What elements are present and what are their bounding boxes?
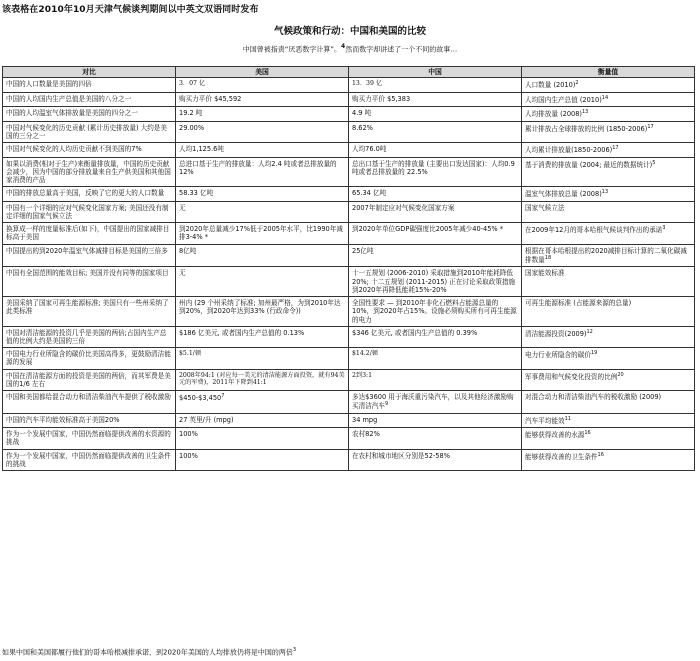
compare-cell-text: 中国对清洁能源的投资几乎是美国的两倍;占国内生产总值的比例大约是美国的三倍	[6, 328, 167, 345]
metric-cell-text: 根据在哥本哈根提出的2020减排目标计算的二氧化碳减排数量	[525, 246, 687, 265]
metric-cell	[522, 244, 695, 267]
china-value-cell-text: 总出口基于生产的排放量 (主要出口发达国家)：人均0.9 吨或者总排放量的 22.5%	[352, 159, 515, 176]
compare-cell-text: 中国的人口数量是美国的四倍	[6, 80, 92, 89]
metric-cell-text: 人均累计排放量(1850-2006)	[525, 146, 613, 155]
compare-cell	[3, 92, 176, 106]
us-value-cell	[176, 428, 349, 449]
compare-cell-text: 中国有全国范围的能效目标; 美国并没有同等的国家项目	[6, 269, 169, 278]
metric-cell-text: 电力行业所隐含的碳价	[525, 351, 591, 360]
us-value-cell-text: 州内 (29 个州采纳了标准; 加州最严格，为到2010年达到20%，到2020年达到33% (行政命令))	[179, 299, 341, 316]
table-row	[3, 348, 695, 369]
footnote-ref: 12	[586, 328, 593, 335]
us-value-cell-text: 27 英里/升 (mpg)	[179, 415, 234, 424]
china-value-cell	[349, 244, 522, 267]
compare-cell-text: 中国的人均国内生产总值是美国的八分之一	[6, 94, 132, 103]
us-value-cell	[176, 78, 349, 92]
china-value-cell	[349, 143, 522, 157]
us-value-cell	[176, 121, 349, 142]
compare-cell-text: 中国对气候变化的人均历史贡献不到美国的7%	[6, 145, 142, 154]
metric-cell	[522, 297, 695, 327]
table-row	[3, 143, 695, 157]
metric-cell	[522, 187, 695, 201]
metric-cell	[522, 107, 695, 121]
footnote-ref: 17	[647, 123, 654, 130]
footnote-ref: 5	[652, 159, 656, 166]
compare-cell-text: 中国电力行业所隐含的碳价比美国高得多，更鼓励清洁能源的发展	[6, 350, 171, 367]
china-value-cell-text: 2到3:1	[352, 371, 373, 379]
us-value-cell	[176, 92, 349, 106]
metric-cell-text: 国家能效标准	[525, 269, 565, 278]
compare-cell	[3, 187, 176, 201]
us-value-cell-text: 100%	[179, 451, 198, 460]
china-value-cell	[349, 326, 522, 347]
metric-cell-text: 基于消费的排放量 (2004; 最近的数据统计)	[525, 160, 653, 169]
us-value-cell-text: 购买力平价 $45,592	[179, 94, 242, 103]
china-value-cell	[349, 428, 522, 449]
metric-cell	[522, 157, 695, 187]
us-value-cell-text: 无	[179, 203, 186, 212]
china-value-cell-text: $346 亿美元, 或者国内生产总值的 0.39%	[352, 328, 478, 337]
metric-cell	[522, 369, 695, 390]
us-value-cell-text: 58.33 亿吨	[179, 189, 214, 198]
china-value-cell	[349, 297, 522, 327]
metric-cell-text: 汽车平均能效	[525, 417, 565, 426]
china-value-cell	[349, 187, 522, 201]
us-value-cell	[176, 348, 349, 369]
footnote-ref: 17	[612, 145, 619, 152]
table-row	[3, 369, 695, 390]
compare-cell	[3, 244, 176, 267]
compare-cell-text: 中国和美国都给混合动力和清洁柴油汽车提供了税收激励	[6, 393, 171, 402]
china-value-cell-text: 人均76.0吨	[352, 145, 387, 154]
metric-cell-text: 温室气体排放总量 (2008)	[525, 190, 602, 199]
metric-cell	[522, 121, 695, 142]
china-value-cell	[349, 369, 522, 390]
compare-cell-text: 美国采纳了国家可再生能源标准; 美国只有一些州采纳了此类标准	[6, 299, 169, 316]
china-value-cell-text: $14.2/顿	[352, 350, 378, 358]
column-header-us: 美国	[176, 67, 349, 78]
compare-cell	[3, 413, 176, 427]
us-value-cell-text: $5.1/顿	[179, 350, 202, 358]
table-row	[3, 297, 695, 327]
metric-cell	[522, 413, 695, 427]
footnote-text: 如果中国和美国都履行他们的哥本哈根减排承诺，到2020年美国的人均排放仍将是中国的两倍	[2, 648, 293, 657]
table-header-row	[3, 67, 695, 78]
compare-cell-text: 换算成一样的度量标准后(如下)，中国提出的国家减排目标高于美国	[6, 225, 170, 242]
china-value-cell-text: 多达$3600 用于海沃重污染汽车，以及其他经济激励购买清洁汽车	[352, 393, 514, 411]
china-value-cell-text: 2007年制定应对气候变化国家方案	[352, 203, 455, 212]
us-value-cell	[176, 187, 349, 201]
metric-cell	[522, 92, 695, 106]
table-row	[3, 92, 695, 106]
metric-cell-text: 累计排放占全球排放的比例 (1850-2006)	[525, 124, 648, 133]
us-value-cell-text: 2008年94:1 (对应每一美元的清洁能源方面投资，就有94美元的军费)，2011年下降到41:1	[179, 371, 345, 387]
metric-cell-text: 国家气候立法	[525, 203, 565, 212]
subtitle-text-pre: 中国曾被指责“厌恶数字计算”。	[242, 45, 342, 54]
footnote-ref: 20	[617, 371, 624, 378]
metric-cell	[522, 267, 695, 297]
china-value-cell	[349, 201, 522, 222]
metric-cell-text: 在2009年12月的哥本哈根气候谈判作出的承诺	[525, 226, 663, 235]
compare-cell-text: 中国提出的到2020年温室气体减排目标是美国的三倍多	[6, 246, 168, 255]
table-row	[3, 326, 695, 347]
compare-cell	[3, 121, 176, 142]
us-value-cell-text: $450-$3,450	[179, 394, 222, 403]
china-value-cell	[349, 92, 522, 106]
metric-cell-text: 军事费用和气候变化投资的比例	[525, 372, 618, 381]
compare-cell	[3, 449, 176, 470]
footnote-ref: 2	[575, 80, 579, 87]
footnote-ref: 9	[384, 401, 389, 408]
table-row	[3, 187, 695, 201]
compare-cell	[3, 348, 176, 369]
us-value-cell-text: 人均1,125.6吨	[179, 145, 224, 154]
china-value-cell-text: 全国性要求 — 到2010年非化石燃料占能源总量的 10%，到2020年占15%。设施必须购买所有可再生能源的电力	[352, 299, 517, 324]
metric-cell	[522, 201, 695, 222]
footnote-ref: 3	[292, 647, 297, 653]
china-value-cell	[349, 223, 522, 244]
metric-cell	[522, 78, 695, 92]
compare-cell	[3, 107, 176, 121]
china-value-cell	[349, 121, 522, 142]
table-row	[3, 267, 695, 297]
table-row	[3, 121, 695, 142]
compare-cell	[3, 223, 176, 244]
column-header-china: 中国	[349, 67, 522, 78]
compare-cell-text: 中国在清洁能源方面的投资是美国的两倍，而其军费是美国的1/6 左右	[6, 371, 171, 388]
compare-cell-text: 中国的汽车平均能效标准高于美国20%	[6, 415, 120, 424]
subtitle-text-post: 然而数字却讲述了一个不同的故事…	[345, 45, 458, 54]
table-row	[3, 449, 695, 470]
compare-cell	[3, 391, 176, 414]
compare-cell-text: 作为一个发展中国家，中国仍然面临提供改善的卫生条件的挑战	[6, 451, 171, 468]
metric-cell	[522, 391, 695, 414]
us-value-cell	[176, 107, 349, 121]
compare-cell-text: 如果以消费(相对于生产)来衡量排放量，中国的历史贡献会减少，因为中国的部分排放量来自生产供美国和其他国家消费的产品	[6, 159, 171, 185]
metric-cell-text: 对混合动力和清洁柴油汽车的税收激励 (2009)	[525, 393, 662, 402]
us-value-cell-text: 到2020年总量减少17%低于2005年水平，比1990年减排3-4% *	[179, 225, 343, 242]
footnote-ref: 11	[564, 415, 571, 422]
column-header-metric: 衡量值	[522, 67, 695, 78]
us-value-cell	[176, 391, 349, 414]
compare-cell-text: 作为一个发展中国家，中国仍然面临提供改善的水资源的挑战	[6, 430, 171, 447]
metric-cell-text: 能够获得改善的水源	[525, 431, 585, 440]
footnote-ref: 16	[584, 430, 591, 437]
china-value-cell-text: 在农村和城市地区分别是52-58%	[352, 451, 450, 460]
us-value-cell	[176, 223, 349, 244]
footnote-ref: 14	[601, 94, 609, 101]
metric-cell-text: 能够获得改善的卫生条件	[525, 452, 598, 461]
compare-cell	[3, 326, 176, 347]
us-value-cell	[176, 297, 349, 327]
china-value-cell	[349, 391, 522, 414]
us-value-cell-text: 无	[179, 269, 186, 278]
compare-cell	[3, 428, 176, 449]
metric-cell	[522, 348, 695, 369]
china-value-cell-text: 到2020年单位GDP碳强度比2005年减少40-45% *	[352, 225, 504, 234]
china-value-cell-text: 8.62%	[352, 123, 373, 132]
china-value-cell-text: 十一五规划 (2006-2010) 采取措施到2010年能耗降低20%; 十二五规划 (2011-2015) 正在讨论采取政策措施到2020年再降低能耗15%-20%	[352, 269, 516, 294]
china-value-cell-text: 农村82%	[352, 430, 380, 439]
china-value-cell-text: 4.9 吨	[352, 109, 372, 118]
china-value-cell-text: 购买力平价 $5,383	[352, 94, 411, 103]
footnote-ref: 18	[544, 254, 552, 261]
us-value-cell	[176, 157, 349, 187]
china-value-cell-text: 13．39 亿	[352, 80, 383, 88]
compare-cell	[3, 201, 176, 222]
table-row	[3, 413, 695, 427]
china-value-cell-text: 25亿吨	[352, 246, 374, 255]
compare-cell	[3, 297, 176, 327]
china-value-cell	[349, 157, 522, 187]
footnote-ref: 13	[582, 109, 589, 116]
compare-cell	[3, 78, 176, 92]
china-value-cell	[349, 267, 522, 297]
table-row	[3, 391, 695, 414]
compare-cell-text: 中国的人均温室气体排放量是美国的四分之一	[6, 109, 138, 118]
compare-cell-text: 中国对气候变化的历史贡献 (累计历史排放量) 大约是美国的三分之一	[6, 123, 167, 140]
table-row	[3, 428, 695, 449]
china-value-cell	[349, 107, 522, 121]
us-value-cell	[176, 244, 349, 267]
table-body	[3, 78, 695, 471]
table-row	[3, 157, 695, 187]
us-value-cell	[176, 267, 349, 297]
metric-cell	[522, 428, 695, 449]
us-value-cell-text: 3．07 亿	[179, 80, 206, 88]
page-title: 气候政策和行动：中国和美国的比较	[273, 26, 426, 37]
us-value-cell	[176, 326, 349, 347]
us-value-cell-text: 29.00%	[179, 123, 205, 132]
table-row	[3, 201, 695, 222]
compare-cell-text: 中国有一个详细的应对气候变化国家方案; 美国还没有制定详细的国家气候立法	[6, 203, 169, 220]
table-row	[3, 78, 695, 92]
metric-cell	[522, 143, 695, 157]
us-value-cell	[176, 143, 349, 157]
page-subtitle	[0, 43, 700, 54]
us-value-cell-text: 8亿吨	[179, 246, 197, 255]
china-value-cell-text: 65.34 亿吨	[352, 189, 387, 198]
us-value-cell-text: 100%	[179, 430, 198, 439]
footnote-ref: 7	[221, 393, 225, 400]
metric-cell	[522, 326, 695, 347]
subtitle-footnote-ref: 4	[341, 43, 346, 50]
metric-cell-text: 人均国内生产总值 (2010)	[525, 96, 602, 105]
china-value-cell	[349, 348, 522, 369]
china-value-cell	[349, 78, 522, 92]
metric-cell-text: 可再生能源标准 (占能源来源的总量)	[525, 299, 632, 308]
footnote	[2, 647, 296, 657]
table-row	[3, 107, 695, 121]
us-value-cell	[176, 449, 349, 470]
compare-cell	[3, 267, 176, 297]
metric-cell-text: 清洁能源投资(2009)	[525, 329, 587, 338]
china-value-cell	[349, 413, 522, 427]
column-header-compare: 对比	[3, 67, 176, 78]
us-value-cell	[176, 369, 349, 390]
metric-cell-text: 人口数量 (2010)	[525, 81, 576, 90]
us-value-cell	[176, 413, 349, 427]
us-value-cell-text: $186 亿美元, 或者国内生产总值的 0.13%	[179, 328, 305, 337]
metric-cell-text: 人均排放量 (2008)	[525, 110, 582, 119]
compare-cell	[3, 369, 176, 390]
comparison-table	[2, 66, 695, 471]
compare-cell-text: 中国的排放总量高于美国，反映了它的更大的人口数量	[6, 189, 165, 198]
footnote-ref: 19	[590, 350, 598, 357]
footnote-ref: 3	[662, 225, 666, 232]
us-value-cell-text: 总进口基于生产的排放量：人均2.4 吨或者总排放量的 12%	[179, 159, 337, 176]
metric-cell	[522, 223, 695, 244]
china-value-cell	[349, 449, 522, 470]
table-row	[3, 244, 695, 267]
compare-cell	[3, 157, 176, 187]
footnote-ref: 13	[601, 189, 609, 196]
us-value-cell	[176, 201, 349, 222]
china-value-cell-text: 34 mpg	[352, 415, 378, 424]
bilingual-release-notice: 该表格在2010年10月天津气候谈判期间以中英文双语同时发布	[2, 5, 259, 15]
metric-cell	[522, 449, 695, 470]
table-row	[3, 223, 695, 244]
compare-cell	[3, 143, 176, 157]
footnote-ref: 16	[597, 451, 604, 458]
us-value-cell-text: 19.2 吨	[179, 109, 203, 118]
